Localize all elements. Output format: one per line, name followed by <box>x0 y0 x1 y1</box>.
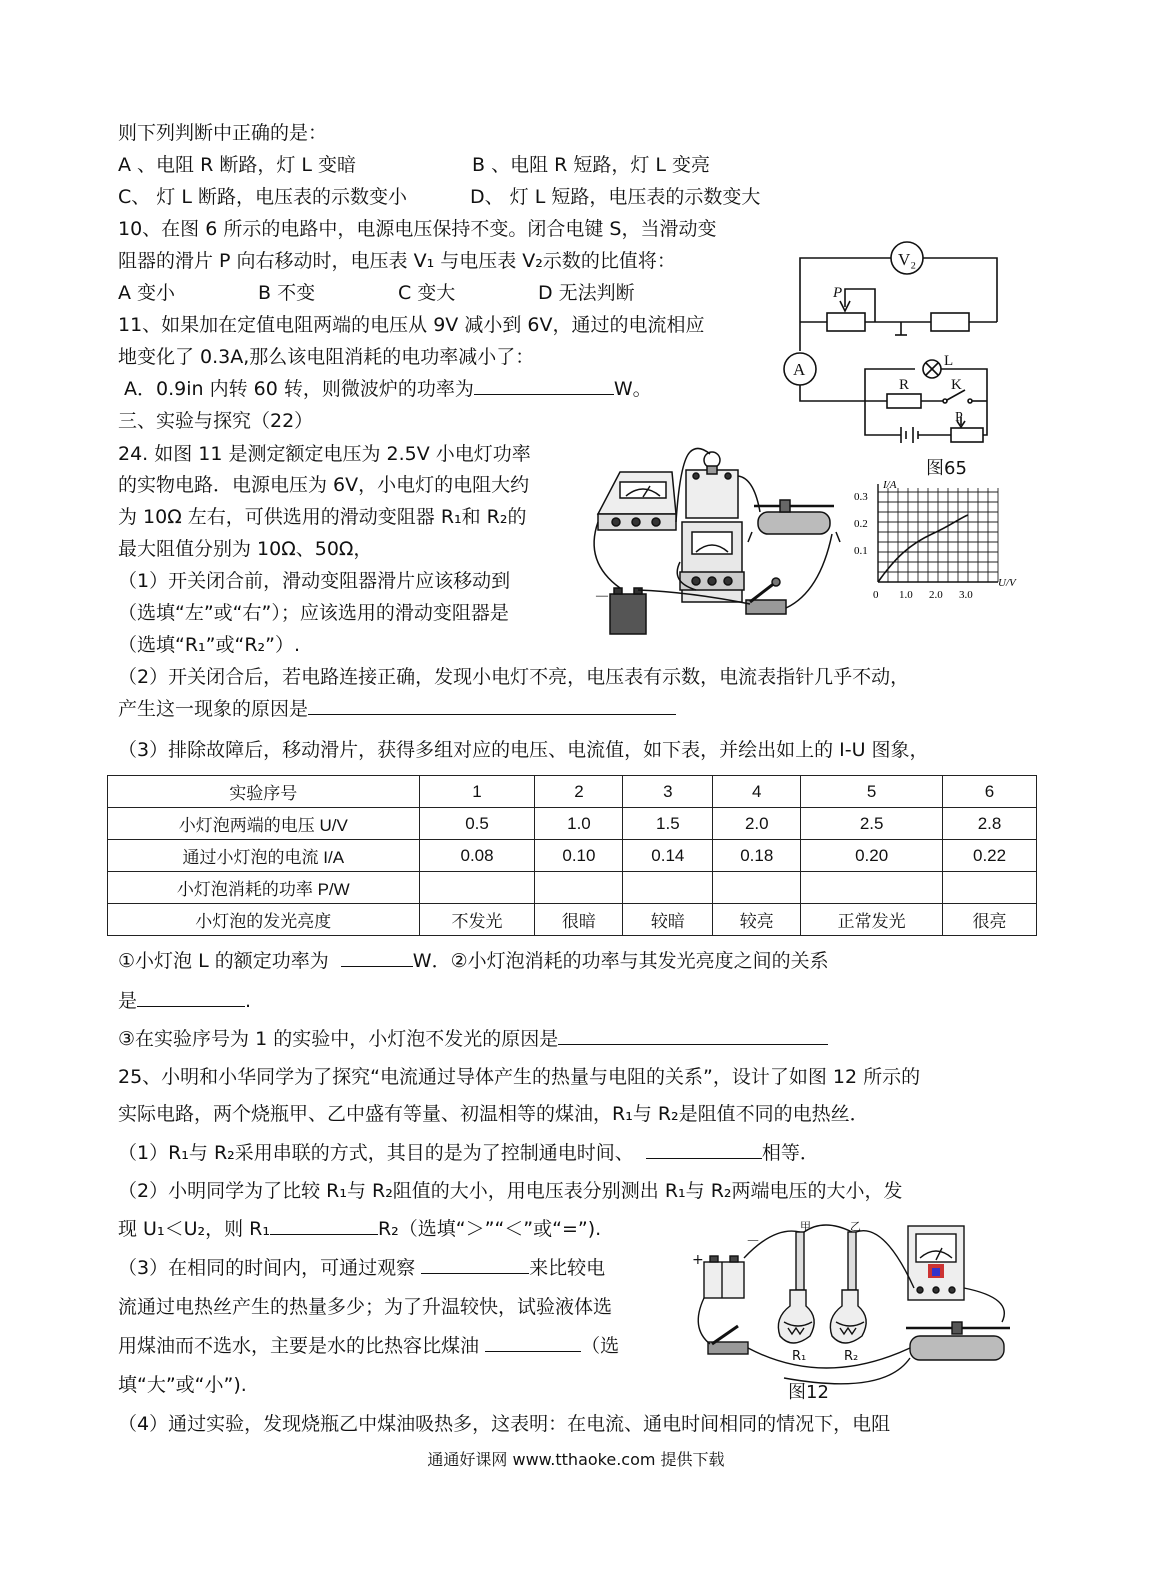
result-prompt: 是 <box>118 990 138 1012</box>
q24-text: 24. 如图 11 是测定额定电压为 2.5V 小电灯功率 <box>118 443 531 465</box>
q25-3-prompt: 用煤油而不选水，主要是水的比热容比煤油 <box>118 1335 480 1357</box>
q24-2-text <box>118 694 676 724</box>
iu-graph <box>850 478 1030 603</box>
q24-3-result <box>118 946 829 976</box>
rheostat-lower-symbol <box>951 428 983 442</box>
flask-jia-label: 甲 <box>800 1220 811 1233</box>
q24-3-result <box>118 986 251 1016</box>
rheostat-device <box>906 1322 1010 1360</box>
q24-text: 的实物电路．电源电压为 6V，小电灯的电阻大约 <box>118 474 530 496</box>
answer-blank[interactable] <box>341 946 413 967</box>
row-label-cell: 小灯泡的发光亮度 <box>108 904 420 936</box>
resistor-r-label: R <box>899 377 910 393</box>
q10-option-d: D 无法判断 <box>538 282 635 304</box>
q25-3-text <box>118 1253 605 1283</box>
x-tick-label: 1.0 <box>899 589 913 601</box>
voltmeter-device <box>680 522 744 602</box>
table-cell: 0.08 <box>419 840 535 872</box>
switch-device <box>708 1326 748 1354</box>
q11-option-text: A．0.9in 内转 60 转，则微波炉的功率为 <box>124 378 474 400</box>
circuit-diagram-fig65 <box>775 225 1035 475</box>
footer-text: 通通好课网 www.tthaoke.com 提供下载 <box>427 1450 725 1469</box>
table-cell: 很亮 <box>943 904 1037 936</box>
data-table <box>107 775 1037 936</box>
q25-1-end: 相等． <box>761 1142 819 1164</box>
y-tick-label: 0.1 <box>854 545 868 557</box>
table-row <box>108 808 1037 840</box>
table-cell: 不发光 <box>419 904 535 936</box>
option-d: D、 灯 L 短路，电压表的示数变大 <box>470 186 761 208</box>
table-cell: 2.5 <box>801 808 943 840</box>
q25-2-prompt: 现 U₁＜U₂，则 R₁ <box>118 1218 270 1240</box>
ammeter-label: A <box>793 360 806 379</box>
slider-p-label: P <box>833 285 843 301</box>
heating-experiment-fig12 <box>684 1218 1029 1398</box>
table-cell: 较暗 <box>623 904 713 936</box>
row-label-cell: 实验序号 <box>108 776 420 808</box>
q10-option-b: B 不变 <box>258 282 316 304</box>
q24-text: 最大阻值分别为 10Ω、50Ω， <box>118 538 373 560</box>
y-axis-label: I/A <box>883 479 897 491</box>
table-cell: 0.5 <box>419 808 535 840</box>
answer-blank[interactable] <box>646 1138 762 1159</box>
result-prompt: ①小灯泡 L 的额定功率为 <box>118 950 329 972</box>
table-cell: 0.22 <box>943 840 1037 872</box>
q25-4-text: （4）通过实验，发现烧瓶乙中煤油吸热多，这表明：在电流、通电时间相同的情况下，电阻 <box>118 1413 891 1435</box>
option-b: B 、电阻 R 短路，灯 L 变亮 <box>472 154 711 176</box>
q11-option <box>124 374 652 404</box>
table-cell: 2.8 <box>943 808 1037 840</box>
table-cell: 0.14 <box>623 840 713 872</box>
switch-k-label: K <box>951 377 962 393</box>
table-cell: 3 <box>623 776 713 808</box>
q10-text: 10、在图 6 所示的电路中，电源电压保持不变。闭合电键 S，当滑动变 <box>118 218 717 240</box>
period: . <box>245 990 252 1012</box>
section-heading: 三、实验与探究（22） <box>118 410 314 432</box>
q24-3-text: （3）排除故障后，移动滑片，获得多组对应的电压、电流值，如下表，并绘出如上的 I-U 图象， <box>118 739 929 761</box>
switch-device <box>746 578 786 614</box>
r1-label: R₁ <box>792 1349 807 1364</box>
answer-blank[interactable] <box>137 986 245 1007</box>
slider-p-lower-label: P <box>955 410 963 425</box>
table-cell: 2 <box>535 776 623 808</box>
q24-1-text: （选填“左”或“右”）；应该选用的滑动变阻器是 <box>118 602 509 624</box>
table-cell: 1.5 <box>623 808 713 840</box>
q10-text: 阻器的滑片 P 向右移动时，电压表 V₁ 与电压表 V₂示数的比值将： <box>118 250 676 272</box>
table-cell <box>623 872 713 904</box>
q24-2-prompt: 产生这一现象的原因是 <box>118 698 309 720</box>
q24-1-text: （1）开关闭合前，滑动变阻器滑片应该移动到 <box>118 570 511 592</box>
q25-3-prompt: （3）在相同的时间内，可通过观察 <box>118 1257 416 1279</box>
table-cell <box>801 872 943 904</box>
resistor-r-symbol <box>887 394 921 408</box>
text-line: 则下列判断中正确的是： <box>118 122 328 144</box>
result-prompt: W．②小灯泡消耗的功率与其发光亮度之间的关系 <box>412 950 829 972</box>
table-row <box>108 840 1037 872</box>
row-label-cell: 小灯泡两端的电压 U/V <box>108 808 420 840</box>
battery-device <box>610 588 646 634</box>
table-cell: 1.0 <box>535 808 623 840</box>
option-a: A 、电阻 R 断路，灯 L 变暗 <box>118 154 356 176</box>
figure-caption-65: 图65 <box>926 458 967 479</box>
table-cell <box>943 872 1037 904</box>
q25-3-end: （选 <box>581 1335 620 1357</box>
y-tick-label: 0.2 <box>854 518 868 530</box>
plus-label: + <box>692 1252 704 1268</box>
x-tick-label: 0 <box>873 589 879 601</box>
answer-blank[interactable] <box>270 1214 378 1235</box>
q10-option-c: C 变大 <box>398 282 456 304</box>
answer-blank[interactable] <box>308 694 676 715</box>
x-tick-label: 3.0 <box>959 589 973 601</box>
table-cell <box>419 872 535 904</box>
answer-blank[interactable] <box>558 1024 828 1045</box>
table-row <box>108 872 1037 904</box>
table-cell: 0.10 <box>535 840 623 872</box>
unit: W。 <box>613 378 652 400</box>
rheostat-device <box>748 500 840 542</box>
table-cell: 4 <box>713 776 801 808</box>
resistor-symbol <box>931 313 969 331</box>
table-cell: 0.20 <box>801 840 943 872</box>
table-cell: 正常发光 <box>801 904 943 936</box>
row-label-cell: 小灯泡消耗的功率 P/W <box>108 872 420 904</box>
table-cell: 6 <box>943 776 1037 808</box>
flask-yi <box>830 1232 866 1343</box>
meter-device <box>908 1226 964 1300</box>
y-tick-label: 0.3 <box>854 491 868 503</box>
q10-option-a: A 变小 <box>118 282 176 304</box>
answer-blank[interactable] <box>421 1253 529 1274</box>
table-cell: 很暗 <box>535 904 623 936</box>
q25-2-end: R₂（选填“＞”“＜”或“=”). <box>377 1218 602 1240</box>
minus-label: － <box>746 1234 760 1250</box>
q25-3-text <box>118 1331 619 1361</box>
flask-yi-label: 乙 <box>850 1220 861 1233</box>
q25-2-text: （2）小明同学为了比较 R₁与 R₂阻值的大小，用电压表分别测出 R₁与 R₂两端电压的大小，发 <box>118 1180 903 1202</box>
q24-1-text: （选填“R₁”或“R₂”）. <box>118 634 301 656</box>
r2-label: R₂ <box>844 1349 859 1364</box>
lamp-board <box>686 452 738 518</box>
row-label-cell: 通过小灯泡的电流 I/A <box>108 840 420 872</box>
lamp-label: L <box>944 353 954 369</box>
flask-jia <box>778 1232 814 1343</box>
q25-2-text <box>118 1214 601 1244</box>
battery-minus-label: － <box>594 587 611 606</box>
q11-text: 11、如果加在定值电阻两端的电压从 9V 减小到 6V，通过的电流相应 <box>118 314 705 336</box>
x-tick-label: 2.0 <box>929 589 943 601</box>
table-cell: 0.18 <box>713 840 801 872</box>
q25-text: 实际电路，两个烧瓶甲、乙中盛有等量、初温相等的煤油，R₁与 R₂是阻值不同的电热丝． <box>118 1103 869 1125</box>
q25-text: 25、小明和小华同学为了探究“电流通过导体产生的热量与电阻的关系”，设计了如图 12 所示的 <box>118 1066 921 1088</box>
table-cell <box>713 872 801 904</box>
q24-3-result <box>118 1024 828 1054</box>
table-cell <box>535 872 623 904</box>
physical-circuit-fig11 <box>580 442 845 647</box>
q25-3-end: 来比较电 <box>529 1257 606 1279</box>
option-c: C、 灯 L 断路，电压表的示数变小 <box>118 186 407 208</box>
battery-device <box>704 1256 744 1298</box>
q25-1-text <box>118 1138 819 1168</box>
q11-text: 地变化了 0.3A,那么该电阻消耗的电功率减小了： <box>118 346 535 368</box>
table-cell: 5 <box>801 776 943 808</box>
result-prompt: ③在实验序号为 1 的实验中，小灯泡不发光的原因是 <box>118 1028 559 1050</box>
q24-2-text: （2）开关闭合后，若电路连接正确，发现小电灯不亮，电压表有示数，电流表指针几乎不动， <box>118 666 910 688</box>
q25-3-text: 流通过电热丝产生的热量多少；为了升温较快，试验液体选 <box>118 1296 613 1318</box>
voltmeter-v2-label: V₂ <box>898 250 917 269</box>
q24-text: 为 10Ω 左右，可供选用的滑动变阻器 R₁和 R₂的 <box>118 506 527 528</box>
table-cell: 较亮 <box>713 904 801 936</box>
answer-blank[interactable] <box>474 374 614 395</box>
q25-3-text: 填“大”或“小”). <box>118 1374 247 1396</box>
figure-caption-12: 图12 <box>788 1382 829 1403</box>
q25-1-prompt: （1）R₁与 R₂采用串联的方式，其目的是为了控制通电时间、 <box>118 1142 634 1164</box>
answer-blank[interactable] <box>485 1331 581 1352</box>
table-row <box>108 904 1037 936</box>
table-cell: 2.0 <box>713 808 801 840</box>
x-axis-label: U/V <box>998 577 1016 589</box>
ammeter-device <box>598 472 676 530</box>
rheostat-symbol <box>827 313 865 331</box>
table-header-row <box>108 776 1037 808</box>
table-cell: 1 <box>419 776 535 808</box>
